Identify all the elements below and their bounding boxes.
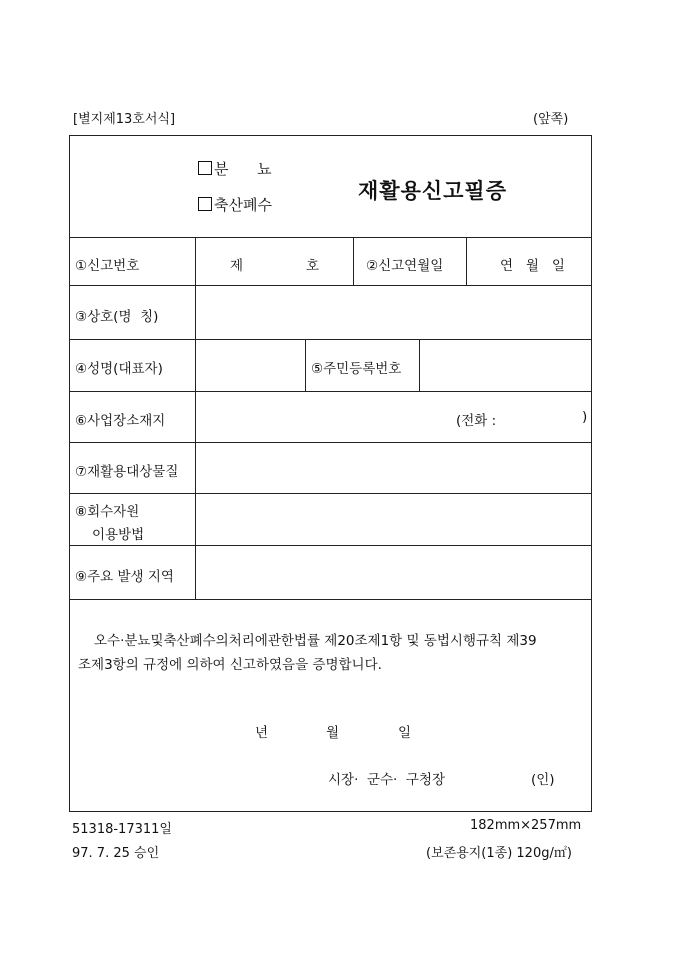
row-divider xyxy=(70,285,591,286)
label-column-divider xyxy=(195,237,196,599)
checkbox-icon[interactable] xyxy=(198,161,212,175)
resident-number-label: ⑤주민등록번호 xyxy=(311,361,402,377)
date-year: 년 xyxy=(255,725,269,741)
column-divider xyxy=(466,237,467,285)
page-side-label: (앞쪽) xyxy=(533,112,569,127)
row-divider xyxy=(70,237,591,238)
row-divider xyxy=(70,493,591,494)
paper-spec: (보존용지(1종) 120g/㎡) xyxy=(426,846,572,861)
report-number-prefix: 제 xyxy=(230,258,244,274)
certification-text-line-2: 조제3항의 규정에 의하여 신고하였음을 증명합니다. xyxy=(78,657,382,673)
phone-close: ) xyxy=(582,409,588,425)
date-day: 일 xyxy=(398,725,412,741)
region-label: ⑨주요 발생 지역 xyxy=(75,569,174,585)
phone-label: (전화 : xyxy=(456,413,497,429)
column-divider xyxy=(353,237,354,285)
report-certificate-form xyxy=(69,135,592,812)
form-code: 51318-17311일 xyxy=(72,822,172,837)
form-title: 재활용신고필증 xyxy=(358,178,508,203)
report-date-label: ②신고연월일 xyxy=(366,258,444,274)
row-divider xyxy=(70,339,591,340)
approval-date: 97. 7. 25 승인 xyxy=(72,846,160,861)
signer-title: 시장· 군수· 구청장 xyxy=(328,772,446,788)
row-divider xyxy=(70,442,591,443)
date-month: 월 xyxy=(326,725,340,741)
seal-mark: (인) xyxy=(531,772,555,788)
business-address-label: ⑥사업장소재지 xyxy=(75,413,166,429)
report-date-value: 연 월 일 xyxy=(500,258,565,274)
certification-text-line-1: 오수·분뇨및축산폐수의처리에관한법률 제20조제1항 및 동법시행규칙 제39 xyxy=(94,633,537,649)
checkbox-icon[interactable] xyxy=(198,197,212,211)
representative-name-label: ④성명(대표자) xyxy=(75,361,163,377)
paper-size: 182mm×257mm xyxy=(470,818,582,833)
row-divider xyxy=(70,599,591,600)
report-number-label: ①신고번호 xyxy=(75,258,140,274)
row-divider xyxy=(70,545,591,546)
recovery-method-label-1: ⑧회수자원 xyxy=(75,504,140,520)
report-number-suffix: 호 xyxy=(306,258,320,274)
trade-name-label: ③상호(명 칭) xyxy=(75,309,159,325)
recovery-method-label-2: 이용방법 xyxy=(92,527,145,543)
column-divider xyxy=(305,339,306,391)
row-divider xyxy=(70,391,591,392)
column-divider xyxy=(419,339,420,391)
form-number: [별지제13호서식] xyxy=(73,112,176,127)
recycling-material-label: ⑦재활용대상물질 xyxy=(75,464,179,480)
category-excreta: 분 뇨 xyxy=(198,158,272,179)
category-livestock-wastewater: 축산폐수 xyxy=(198,194,272,215)
